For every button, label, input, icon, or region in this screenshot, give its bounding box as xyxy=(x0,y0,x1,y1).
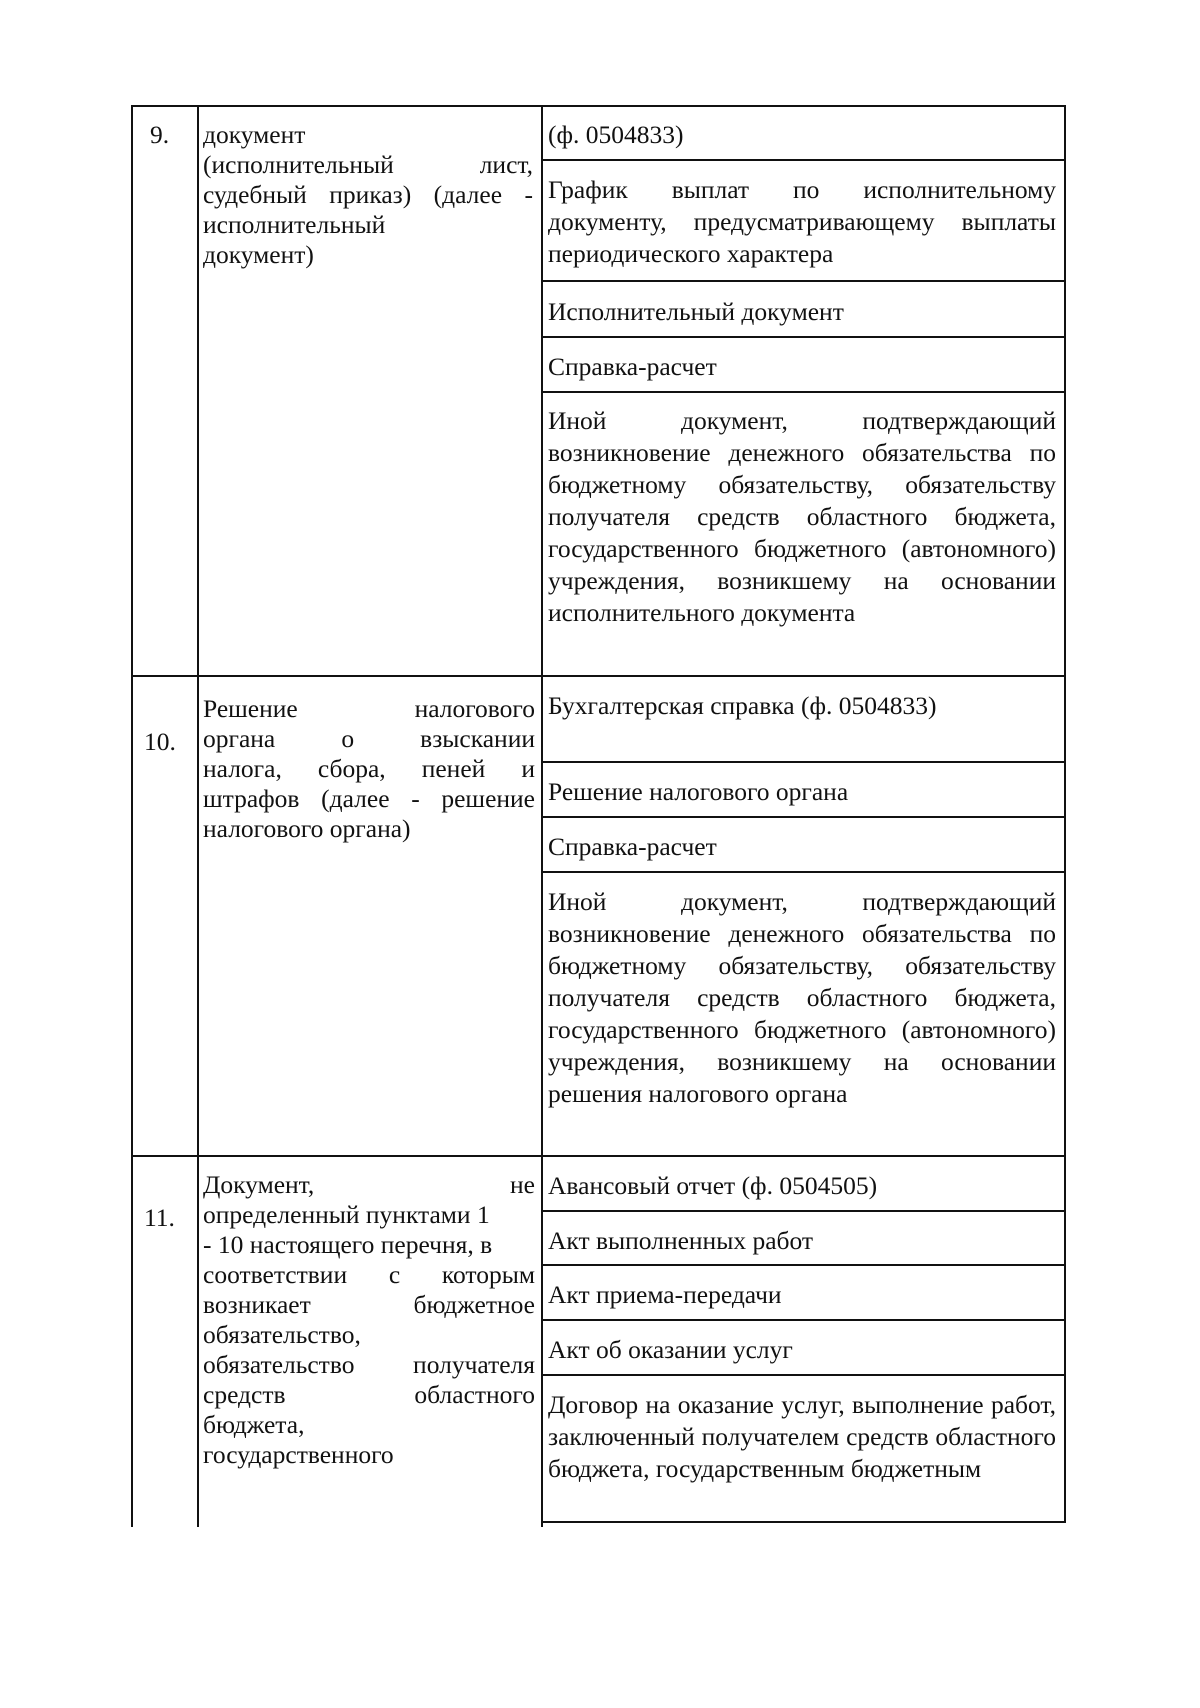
table-right-border xyxy=(1064,107,1066,1523)
row10-divider-3 xyxy=(541,871,1066,873)
row9-divider-2 xyxy=(541,280,1066,282)
document-cell: Иной документ, подтверждающий возникновение денежного обязательства по бюджетному обязательству, обязательству получателя средств областного бюджета, государственного бюджетного (автономного) учреждения, возникшему на основании решения налогового органа xyxy=(548,887,1056,1108)
document-cell: Исполнительный документ xyxy=(548,297,844,326)
document-cell: Договор на оказание услуг, выполнение работ, заключенный получателем средств областного бюджета, государственным бюджетным xyxy=(548,1390,1056,1483)
row10-divider-2 xyxy=(541,816,1066,818)
row11-divider-1 xyxy=(541,1210,1066,1212)
document-cell: Акт приема-передачи xyxy=(548,1280,782,1309)
row11-bottom-border xyxy=(541,1521,1066,1523)
row-description: документ (исполнительный лист, судебный приказ) (далее - исполнительный документ) xyxy=(203,120,533,269)
row10-divider-1 xyxy=(541,761,1066,763)
row11-divider-2 xyxy=(541,1264,1066,1266)
row9-divider-4 xyxy=(541,391,1066,393)
document-cell: Справка-расчет xyxy=(548,352,717,381)
document-cell: График выплат по исполнительному документу, предусматривающему выплаты периодического характера xyxy=(548,175,1056,268)
document-cell: Бухгалтерская справка (ф. 0504833) xyxy=(548,691,937,720)
table-col-divider-1 xyxy=(197,107,199,1527)
document-cell: (ф. 0504833) xyxy=(548,120,684,149)
row-number: 10. xyxy=(144,727,176,756)
row-number: 9. xyxy=(150,120,170,149)
document-cell: Иной документ, подтверждающий возникновение денежного обязательства по бюджетному обязательству, обязательству получателя средств областного бюджета, государственного бюджетного (автономного) учреждения, возникшему на основании исполнительного документа xyxy=(548,406,1056,627)
row-description: Документ, не определенный пунктами 1 - 10 настоящего перечня, в соответствии с которым возникает бюджетное обязательство, обязательство получателя средств областного бюджета, государственного xyxy=(203,1170,535,1469)
document-cell: Справка-расчет xyxy=(548,832,717,861)
row9-divider-3 xyxy=(541,336,1066,338)
document-cell: Акт выполненных работ xyxy=(548,1226,814,1255)
document-cell: Авансовый отчет (ф. 0504505) xyxy=(548,1171,878,1200)
row-description: Решение налогового органа о взыскании налога, сбора, пеней и штрафов (далее - решение налогового органа) xyxy=(203,694,535,843)
row11-divider-4 xyxy=(541,1374,1066,1376)
row9-divider-1 xyxy=(541,159,1066,161)
table-top-border xyxy=(131,105,1066,107)
row-divider-9-10 xyxy=(131,675,1066,677)
table-left-border xyxy=(131,107,133,1527)
row-number: 11. xyxy=(144,1203,175,1232)
document-cell: Акт об оказании услуг xyxy=(548,1335,793,1364)
document-cell: Решение налогового органа xyxy=(548,777,849,806)
row-divider-10-11 xyxy=(131,1155,1066,1157)
row11-divider-3 xyxy=(541,1319,1066,1321)
